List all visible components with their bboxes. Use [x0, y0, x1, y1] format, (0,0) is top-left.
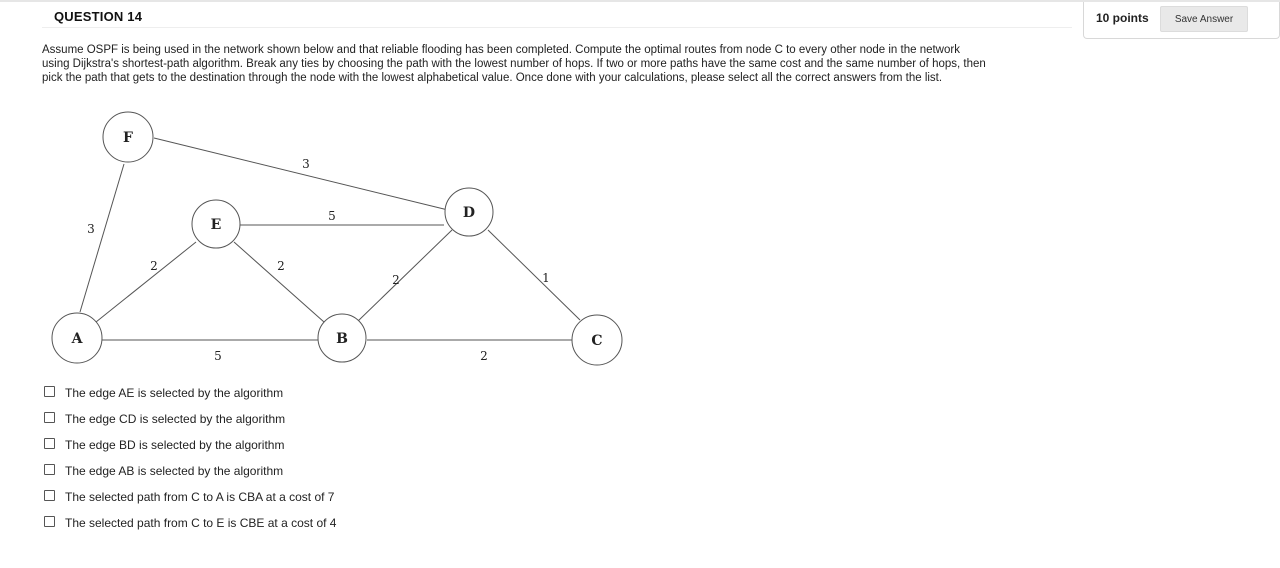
answer-option	[42, 406, 336, 432]
edge-label-a-e: 2	[150, 259, 158, 273]
answer-checkbox[interactable]	[44, 490, 55, 501]
node-label-b: B	[336, 331, 348, 347]
edge-f-a	[80, 164, 124, 312]
answer-label[interactable]: The edge BD is selected by the algorithm	[65, 438, 285, 452]
node-label-e: E	[210, 217, 222, 233]
node-e	[192, 200, 240, 248]
edge-label-b-c: 2	[480, 349, 488, 363]
edge-b-d	[357, 230, 452, 322]
answer-label[interactable]: The edge AB is selected by the algorithm	[65, 464, 284, 478]
answer-option	[42, 484, 336, 510]
answer-label[interactable]: The edge AE is selected by the algorithm	[65, 386, 284, 400]
answer-option	[42, 458, 336, 484]
question-header-divider	[42, 27, 1072, 28]
answer-checkbox[interactable]	[44, 516, 55, 527]
node-a	[52, 313, 102, 363]
edge-label-e-d: 5	[328, 209, 336, 223]
node-label-a: A	[71, 331, 83, 347]
edge-label-a-b: 5	[214, 349, 222, 363]
node-label-f: F	[123, 130, 133, 146]
question-prompt: Assume OSPF is being used in the network shown below and that reliable flooding has been completed. Compute the optimal routes from node C to every other node in the network using Dijkstra's shortest-path algorithm. Break any ties by choosing the path with the lowest number of hops. If two or more paths have the same cost and the same number of hops, then pick the path that gets to the destination through the node with the lowest alphabetical value. Once done with your calculations, please select all the correct answers from the list.	[42, 44, 986, 84]
node-d	[445, 188, 493, 236]
answer-options	[42, 380, 336, 536]
edge-label-f-a: 3	[87, 222, 95, 236]
answer-label[interactable]: The edge CD is selected by the algorithm	[65, 412, 286, 426]
answer-label[interactable]: The selected path from C to E is CBE at a cost of 4	[65, 516, 337, 530]
node-f	[103, 112, 153, 162]
edge-label-d-c: 1	[542, 271, 550, 285]
edge-e-b	[234, 242, 324, 322]
edge-a-e	[96, 242, 196, 322]
node-c	[572, 315, 622, 365]
save-answer-button[interactable]: Save Answer	[1160, 6, 1248, 32]
answer-option	[42, 432, 336, 458]
answer-option	[42, 380, 336, 406]
node-label-d: D	[462, 205, 476, 221]
node-label-c: C	[591, 333, 603, 349]
edge-label-e-b: 2	[277, 259, 285, 273]
answer-checkbox[interactable]	[44, 464, 55, 475]
edge-d-c	[488, 230, 580, 320]
edge-label-b-d: 2	[392, 273, 400, 287]
answer-checkbox[interactable]	[44, 438, 55, 449]
answer-option	[42, 510, 336, 536]
answer-checkbox[interactable]	[44, 412, 55, 423]
answer-label[interactable]: The selected path from C to A is CBA at a cost of 7	[65, 490, 335, 504]
edge-f-d	[154, 138, 448, 210]
node-b	[318, 314, 366, 362]
edge-label-f-d: 3	[302, 157, 310, 171]
answer-checkbox[interactable]	[44, 386, 55, 397]
points-panel	[1083, 2, 1280, 39]
question-title: QUESTION 14	[54, 9, 143, 24]
network-diagram	[0, 100, 680, 370]
points-label: 10 points	[1096, 11, 1149, 25]
